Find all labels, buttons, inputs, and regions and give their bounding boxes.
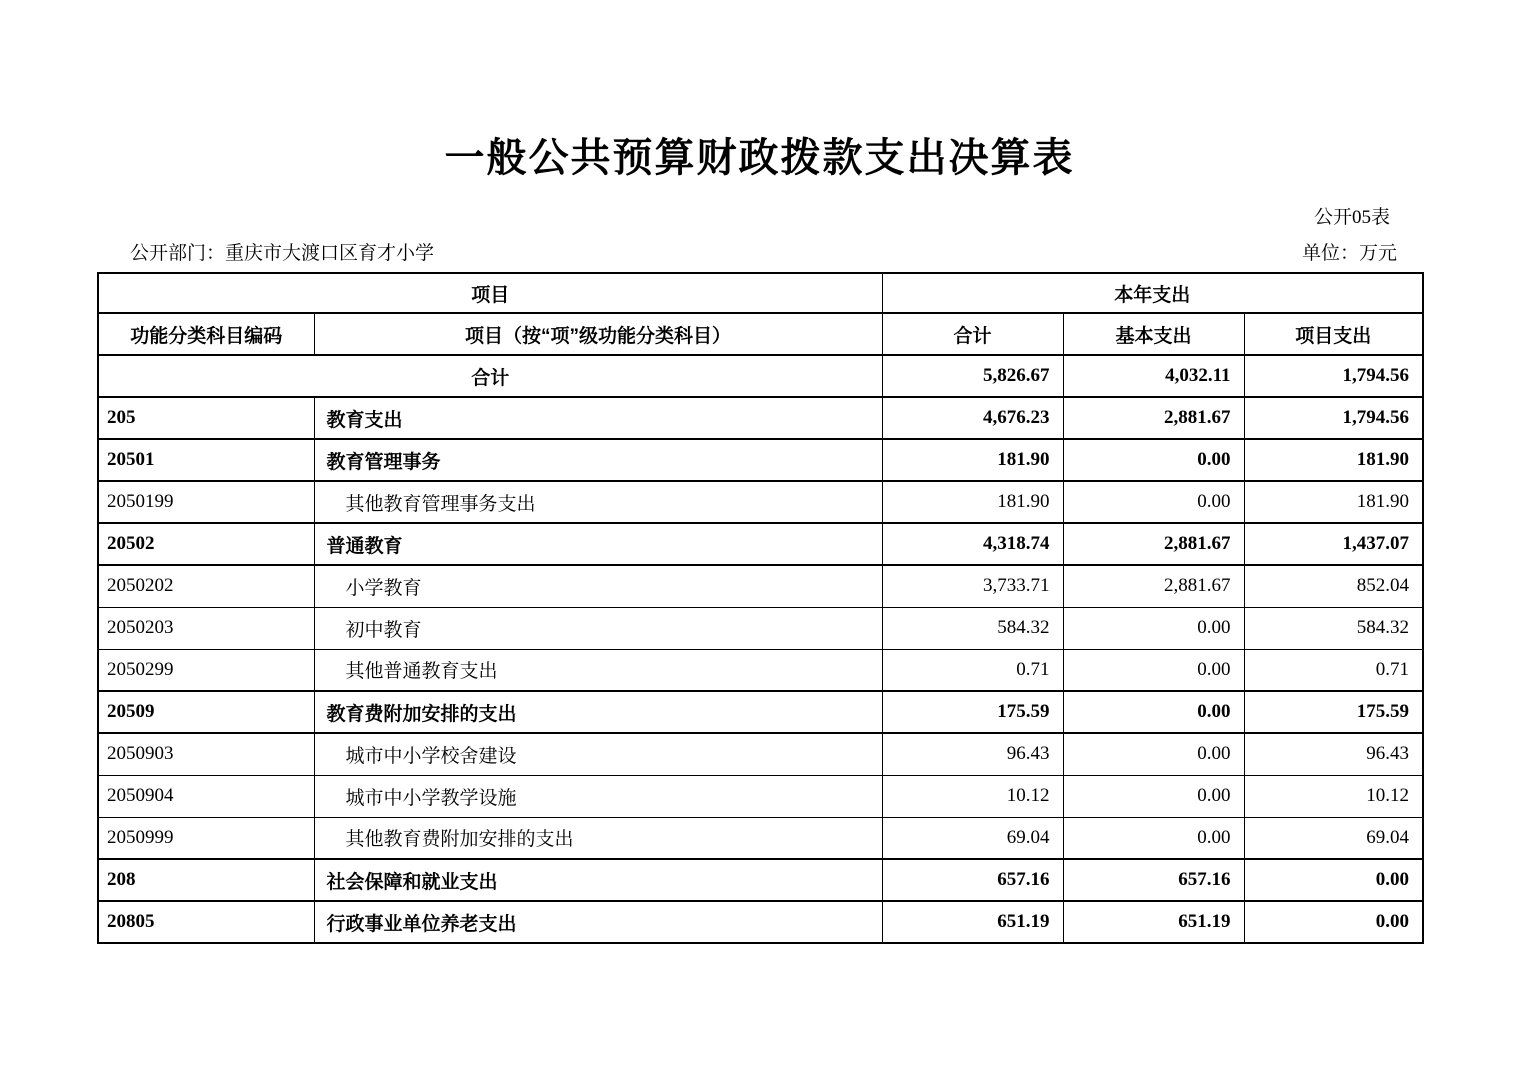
row-total: 584.32 [882, 607, 1063, 649]
table-row [98, 817, 1423, 859]
row-project: 0.71 [1244, 649, 1423, 691]
unit-label: 单位：万元 [1301, 243, 1397, 264]
row-code: 2050903 [98, 733, 314, 775]
table-row [98, 733, 1423, 775]
row-basic: 0.00 [1063, 817, 1244, 859]
table-row [98, 607, 1423, 649]
row-basic: 651.19 [1063, 901, 1244, 943]
row-item: 其他普通教育支出 [314, 649, 882, 691]
row-basic: 0.00 [1063, 439, 1244, 481]
total-row-basic: 4,032.11 [1063, 355, 1244, 397]
row-basic: 657.16 [1063, 859, 1244, 901]
row-total: 651.19 [882, 901, 1063, 943]
row-code: 2050203 [98, 607, 314, 649]
row-project: 0.00 [1244, 859, 1423, 901]
header-total-column: 合计 [882, 313, 1063, 355]
header-item-column: 项目（按“项”级功能分类科目） [314, 313, 882, 355]
row-project: 1,794.56 [1244, 397, 1423, 439]
row-code: 20805 [98, 901, 314, 943]
row-project: 175.59 [1244, 691, 1423, 733]
row-basic: 2,881.67 [1063, 523, 1244, 565]
page-title: 一般公共预算财政拨款支出决算表 [444, 136, 1075, 180]
header-column-row [98, 313, 1423, 355]
budget-table [97, 272, 1424, 944]
table-row [98, 859, 1423, 901]
row-basic: 0.00 [1063, 733, 1244, 775]
row-item: 教育费附加安排的支出 [314, 691, 882, 733]
row-total: 657.16 [882, 859, 1063, 901]
row-item: 普通教育 [314, 523, 882, 565]
row-basic: 0.00 [1063, 775, 1244, 817]
row-code: 2050199 [98, 481, 314, 523]
row-item: 教育支出 [314, 397, 882, 439]
row-total: 3,733.71 [882, 565, 1063, 607]
row-code: 208 [98, 859, 314, 901]
row-item: 小学教育 [314, 565, 882, 607]
row-basic: 0.00 [1063, 481, 1244, 523]
table-code-label: 公开05表 [1313, 207, 1390, 228]
table-row [98, 565, 1423, 607]
table-row [98, 775, 1423, 817]
row-basic: 0.00 [1063, 691, 1244, 733]
row-total: 10.12 [882, 775, 1063, 817]
row-total: 4,676.23 [882, 397, 1063, 439]
row-item: 行政事业单位养老支出 [314, 901, 882, 943]
row-total: 0.71 [882, 649, 1063, 691]
row-total: 96.43 [882, 733, 1063, 775]
row-item: 初中教育 [314, 607, 882, 649]
department-label: 公开部门：重庆市大渡口区育才小学 [130, 243, 435, 264]
row-basic: 2,881.67 [1063, 397, 1244, 439]
header-project-column: 项目支出 [1244, 313, 1423, 355]
row-basic: 0.00 [1063, 607, 1244, 649]
row-total: 175.59 [882, 691, 1063, 733]
row-project: 852.04 [1244, 565, 1423, 607]
row-total: 181.90 [882, 439, 1063, 481]
meta-row [97, 238, 1422, 265]
row-item: 教育管理事务 [314, 439, 882, 481]
row-project: 181.90 [1244, 439, 1423, 481]
header-project-group: 项目 [98, 273, 882, 313]
total-row-label: 合计 [98, 355, 882, 397]
row-basic: 2,881.67 [1063, 565, 1244, 607]
row-code: 2050299 [98, 649, 314, 691]
header-basic-column: 基本支出 [1063, 313, 1244, 355]
table-row [98, 523, 1423, 565]
row-item: 社会保障和就业支出 [314, 859, 882, 901]
table-row [98, 397, 1423, 439]
row-item: 城市中小学教学设施 [314, 775, 882, 817]
row-item: 其他教育费附加安排的支出 [314, 817, 882, 859]
row-project: 1,437.07 [1244, 523, 1423, 565]
row-item: 城市中小学校舍建设 [314, 733, 882, 775]
row-code: 2050999 [98, 817, 314, 859]
row-project: 181.90 [1244, 481, 1423, 523]
header-group-row [98, 273, 1423, 313]
row-project: 0.00 [1244, 901, 1423, 943]
table-row [98, 481, 1423, 523]
row-project: 69.04 [1244, 817, 1423, 859]
table-row [98, 901, 1423, 943]
row-total: 69.04 [882, 817, 1063, 859]
total-row [98, 355, 1423, 397]
row-total: 4,318.74 [882, 523, 1063, 565]
row-project: 96.43 [1244, 733, 1423, 775]
row-code: 2050202 [98, 565, 314, 607]
header-year-expenditure-group: 本年支出 [882, 273, 1423, 313]
row-code: 205 [98, 397, 314, 439]
total-row-project: 1,794.56 [1244, 355, 1423, 397]
row-total: 181.90 [882, 481, 1063, 523]
row-item: 其他教育管理事务支出 [314, 481, 882, 523]
row-code: 2050904 [98, 775, 314, 817]
row-project: 584.32 [1244, 607, 1423, 649]
row-code: 20509 [98, 691, 314, 733]
row-project: 10.12 [1244, 775, 1423, 817]
table-row [98, 649, 1423, 691]
header-code-column: 功能分类科目编码 [98, 313, 314, 355]
table-row [98, 439, 1423, 481]
total-row-total: 5,826.67 [882, 355, 1063, 397]
row-basic: 0.00 [1063, 649, 1244, 691]
row-code: 20501 [98, 439, 314, 481]
table-row [98, 691, 1423, 733]
row-code: 20502 [98, 523, 314, 565]
